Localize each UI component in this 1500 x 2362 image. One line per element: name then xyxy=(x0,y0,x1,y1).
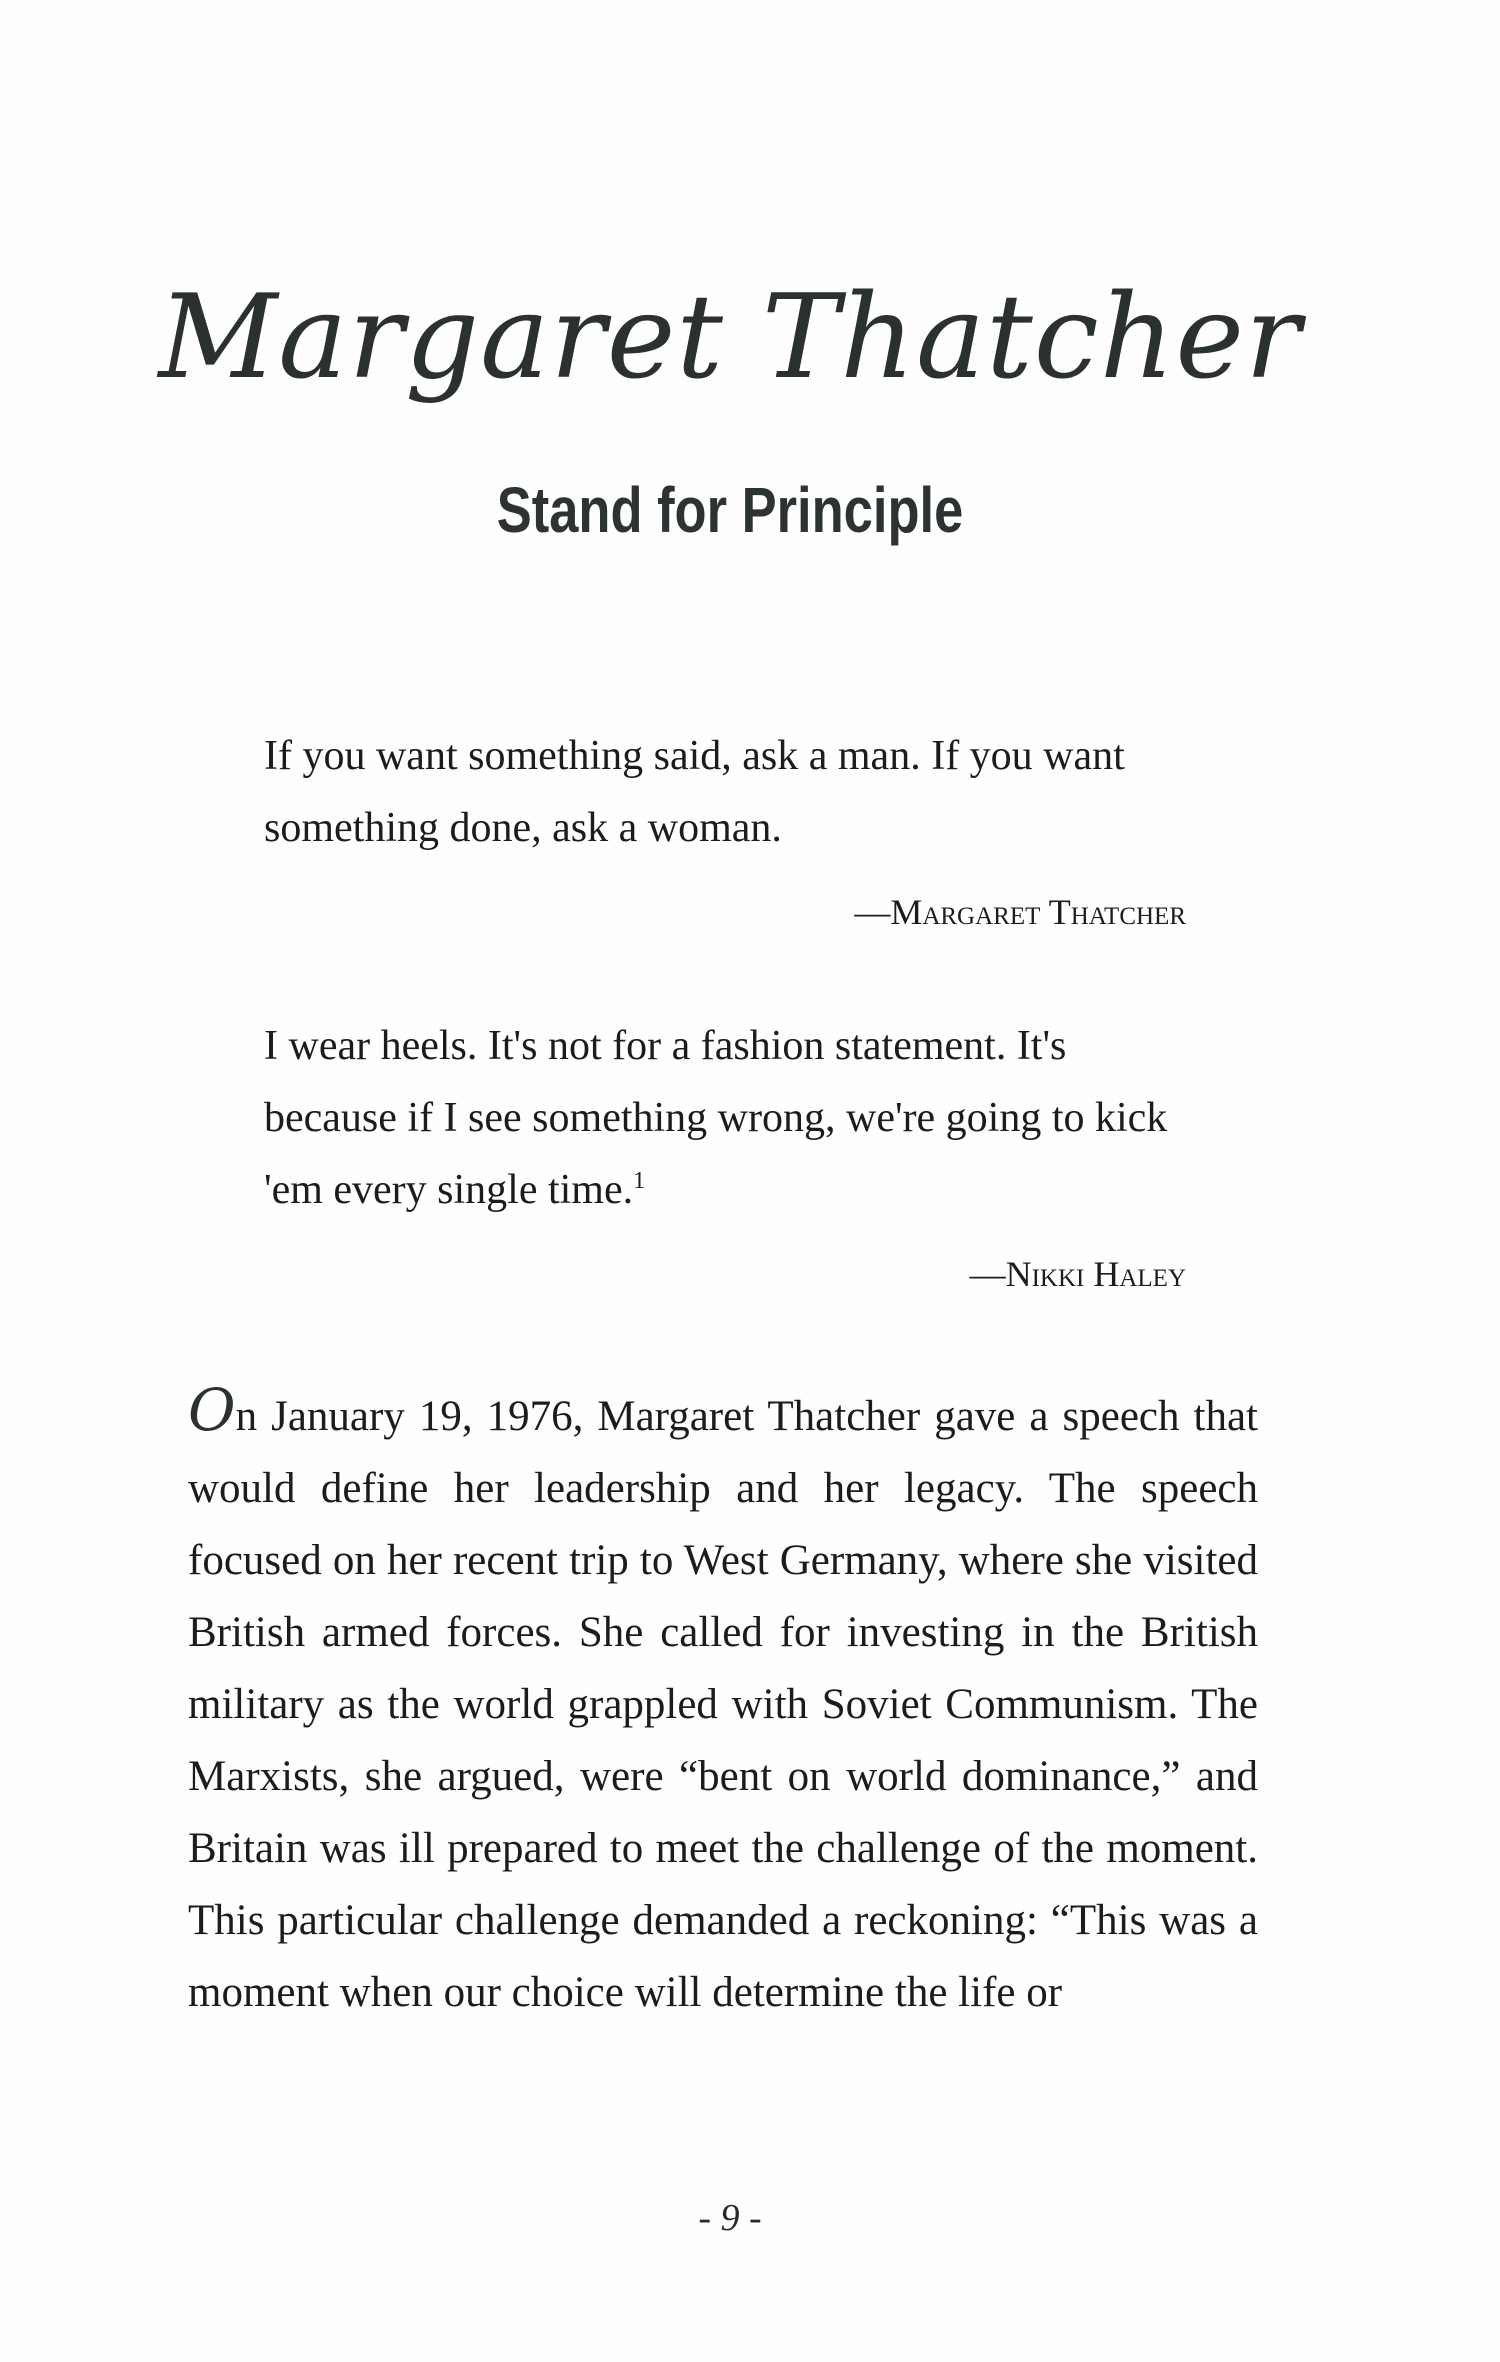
body-paragraph-text: n January 19, 1976, Margaret Thatcher gave a speech that would define her leadership and her legacy. The speech focused on her recent trip to West Germany, where she visited British armed forces. She called for investing in the British military as the world grappled with Soviet Communism. The Marxists, she argued, were “bent on world dominance,” and Britain was ill prepared to meet the challenge of the moment. This particular challenge demanded a reckoning: “This was a moment when our choice will determine the life or xyxy=(188,1393,1258,2016)
epigraph-attribution-1: —Margaret Thatcher xyxy=(854,892,1186,932)
epigraph-quote-2-text: I wear heels. It's not for a fashion statement. It's because if I see something wrong, we're going to kick 'em every single time. xyxy=(264,1023,1168,1213)
page-number: - 9 - xyxy=(698,2197,762,2239)
chapter-subtitle: Stand for Principle xyxy=(496,474,964,546)
footnote-marker: 1 xyxy=(633,1168,646,1194)
epigraph-quote-2 xyxy=(264,1010,1186,1226)
drop-initial: O xyxy=(188,1376,236,1444)
epigraph-quote-1: If you want something said, ask a man. If you want something done, ask a woman. xyxy=(264,733,1125,851)
chapter-title: Margaret Thatcher xyxy=(158,270,1302,405)
epigraph-attribution-2: —Nikki Haley xyxy=(969,1254,1186,1294)
body-paragraph xyxy=(188,1374,1258,2029)
